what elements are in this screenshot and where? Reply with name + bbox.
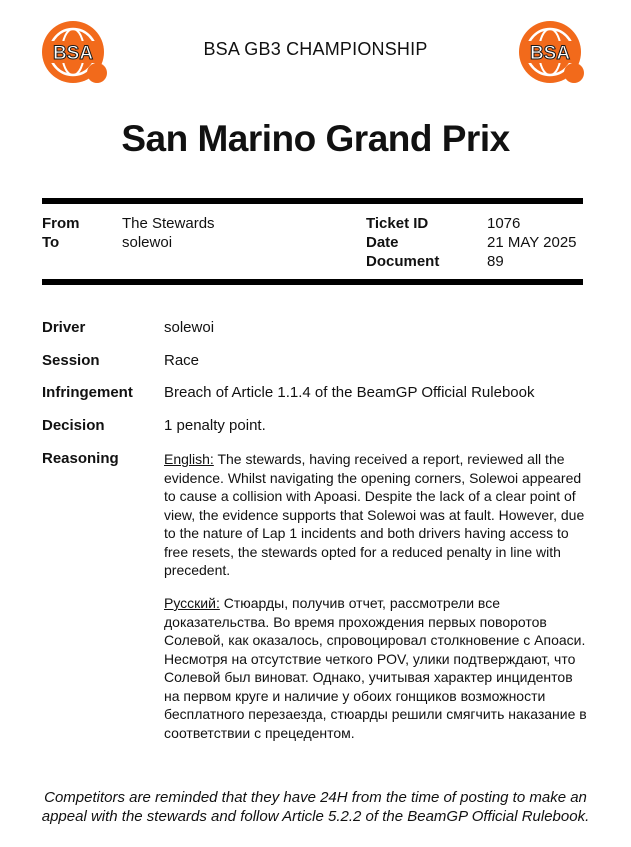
date-value: 21 MAY 2025 bbox=[487, 234, 577, 251]
driver-label: Driver bbox=[42, 319, 86, 336]
ticket-id-value: 1076 bbox=[487, 215, 521, 232]
english-label: English: bbox=[164, 451, 214, 467]
logo-text: BSA bbox=[52, 43, 94, 64]
session-label: Session bbox=[42, 352, 100, 369]
reasoning-label: Reasoning bbox=[42, 450, 119, 467]
russian-label: Русский: bbox=[164, 595, 220, 611]
russian-text: Стюарды, получив отчет, рассмотрели все доказательства. Во время прохождения первых поворотов Солевой, как оказалось, спровоцировал столкновение с Апоаси. Несмотря на отсутствие четкого POV, улики подтверждают, что Солевой был виноват. Однако, учитывая характер инцидентов на первом круге и наличие у обоих гонщиков возможности бесплатного перезаезда, стюарды решили смягчить наказание в соответствии с прецедентом. bbox=[164, 595, 587, 741]
championship-name: BSA GB3 CHAMPIONSHIP bbox=[203, 39, 428, 59]
meta-right-values bbox=[487, 214, 577, 271]
logo-text: BSA bbox=[529, 43, 571, 64]
reasoning-russian bbox=[164, 594, 588, 742]
divider-top bbox=[42, 198, 583, 204]
meta-left-labels bbox=[42, 214, 80, 252]
appeal-notice: Competitors are reminded that they have 24H from the time of posting to make an appeal with the stewards and follow Article 5.2.2 of the BeamGP Official Rulebook. bbox=[41, 789, 590, 825]
infringement-label: Infringement bbox=[42, 384, 133, 401]
decision-label: Decision bbox=[42, 417, 105, 434]
date-label: Date bbox=[366, 234, 399, 251]
to-label: To bbox=[42, 234, 60, 251]
from-value: The Stewards bbox=[122, 215, 215, 232]
divider-bottom bbox=[42, 279, 583, 285]
from-label: From bbox=[42, 215, 80, 232]
session-value: Race bbox=[164, 352, 200, 369]
to-value: solewoi bbox=[122, 234, 173, 251]
driver-value: solewoi bbox=[164, 319, 215, 336]
document-label: Document bbox=[366, 253, 440, 270]
meta-left-values bbox=[122, 214, 215, 252]
decision-value: 1 penalty point. bbox=[164, 417, 266, 434]
reasoning-english bbox=[164, 450, 588, 580]
document-value: 89 bbox=[487, 253, 504, 270]
meta-right-labels bbox=[366, 214, 439, 271]
infringement-value: Breach of Article 1.1.4 of the BeamGP Official Rulebook bbox=[164, 384, 535, 401]
english-text: The stewards, having received a report, reviewed all the evidence. Whilst navigating the opening corners, Solewoi appeared to cause a collision with Apoasi. Despite the lack of a clear point of view, the evidence supports that Solewoi was at fault. However, due to the nature of Lap 1 incidents and both drivers having access to free resets, the stewards opted for a reduced penalty in line with precedent. bbox=[164, 451, 585, 578]
page-title: San Marino Grand Prix bbox=[121, 118, 510, 159]
ticket-id-label: Ticket ID bbox=[366, 215, 429, 232]
